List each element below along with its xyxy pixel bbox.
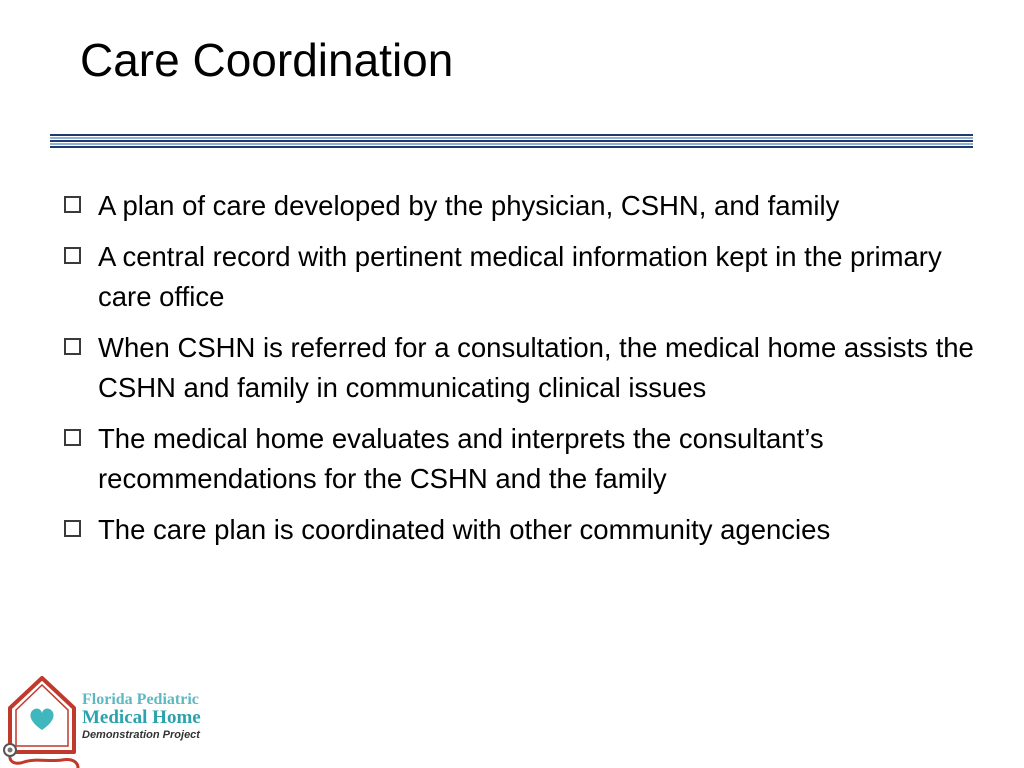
logo-line-1: Florida Pediatric: [82, 691, 199, 708]
checkbox-bullet-icon: [64, 196, 81, 213]
bullet-item: [62, 328, 982, 408]
checkbox-bullet-icon: [64, 247, 81, 264]
bullet-item: [62, 419, 982, 499]
checkbox-bullet-icon: [64, 338, 81, 355]
bullet-list: [62, 186, 982, 561]
bullet-text: The care plan is coordinated with other community agencies: [98, 514, 831, 545]
logo-line-3: Demonstration Project: [82, 729, 200, 741]
logo: [0, 672, 220, 768]
house-heart-icon: [2, 672, 92, 768]
bullet-text: When CSHN is referred for a consultation, the medical home assists the CSHN and family in communicating clinical issues: [98, 332, 974, 403]
bullet-text: A central record with pertinent medical information kept in the primary care office: [98, 241, 942, 312]
checkbox-bullet-icon: [64, 520, 81, 537]
bullet-item: [62, 237, 982, 317]
checkbox-bullet-icon: [64, 429, 81, 446]
bullet-text: The medical home evaluates and interprets the consultant’s recommendations for the CSHN and the family: [98, 423, 824, 494]
logo-text: [82, 692, 222, 742]
title-divider: [50, 134, 973, 148]
bullet-text: A plan of care developed by the physician, CSHN, and family: [98, 190, 840, 221]
bullet-item: [62, 510, 982, 550]
logo-line-2: Medical Home: [82, 707, 201, 728]
slide-title: Care Coordination: [80, 34, 454, 86]
bullet-item: [62, 186, 982, 226]
